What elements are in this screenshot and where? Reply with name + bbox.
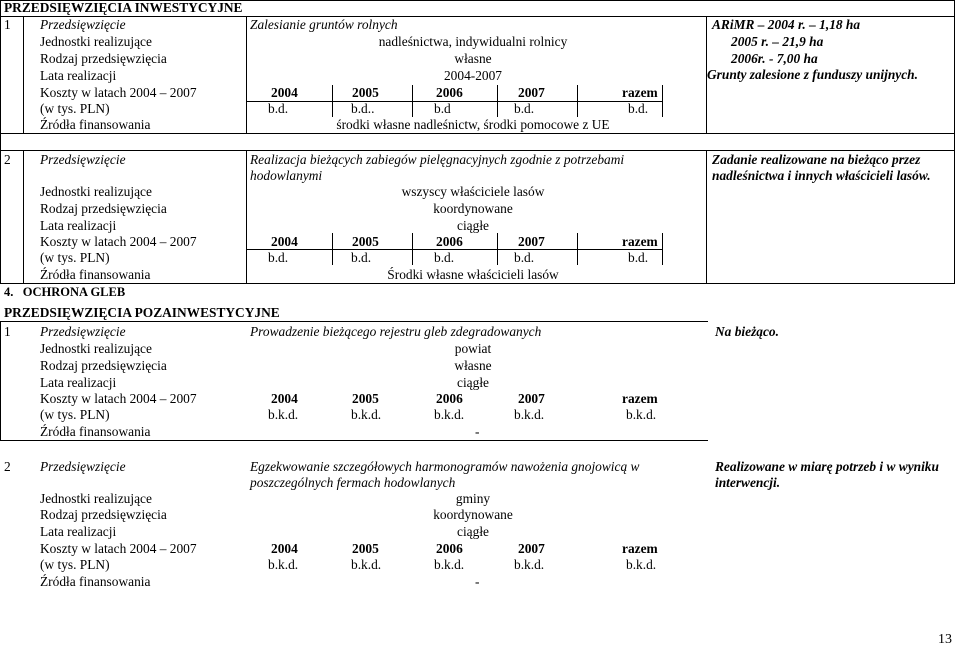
label-lata: Lata realizacji — [40, 68, 117, 83]
section-header-noninvestment: PRZEDSIĘWZIĘCIA POZAINWESTYCYJNE — [4, 305, 280, 320]
value-zrodla: - — [475, 424, 480, 439]
label-lata: Lata realizacji — [40, 524, 117, 539]
chapter-number: 4. — [4, 285, 14, 299]
year-cell: 2004 — [271, 85, 298, 100]
cost-cell: b.k.d. — [626, 557, 657, 572]
label-zrodla: Źródła finansowania — [40, 117, 151, 132]
label-przedsiewziecie: Przedsięwzięcie — [40, 459, 126, 474]
value-rodzaj: koordynowane — [433, 507, 513, 522]
label-lata: Lata realizacji — [40, 218, 117, 233]
label-jednostki: Jednostki realizujące — [40, 34, 152, 49]
project-title-line1: Realizacja bieżących zabiegów pielęgnacyjnych zgodnie z potrzebami — [250, 152, 625, 167]
label-rodzaj: Rodzaj przedsięwzięcia — [40, 51, 167, 66]
value-zrodla: środki własne nadleśnictw, środki pomocowe z UE — [336, 117, 610, 132]
cost-cell: b.k.d. — [351, 407, 382, 422]
value-rodzaj: własne — [454, 358, 492, 373]
label-tys-pln: (w tys. PLN) — [40, 407, 110, 422]
value-lata: ciągłe — [457, 524, 489, 539]
value-lata: 2004-2007 — [443, 68, 503, 83]
label-tys-pln: (w tys. PLN) — [40, 557, 110, 572]
label-lata: Lata realizacji — [40, 375, 117, 390]
cost-cell: b.d. — [268, 250, 289, 265]
label-koszty: Koszty w latach 2004 – 2007 — [40, 391, 197, 406]
cost-cell: b.k.d. — [514, 407, 545, 422]
project-title-line1: Egzekwowanie szczegółowych harmonogramów nawożenia gnojowicą w — [250, 459, 640, 474]
project-title: Prowadzenie bieżącego rejestru gleb zdegradowanych — [250, 324, 542, 339]
note-line: ARiMR – 2004 r. – 1,18 ha — [712, 17, 861, 32]
year-cell: 2006 — [436, 391, 463, 406]
year-cell: razem — [622, 234, 658, 249]
chapter-title: OCHRONA GLEB — [22, 285, 126, 299]
label-tys-pln: (w tys. PLN) — [40, 250, 110, 265]
year-cell: 2006 — [436, 85, 463, 100]
value-zrodla: Środki własne właścicieli lasów — [387, 267, 559, 282]
left-rule — [0, 321, 1, 440]
year-cell: 2007 — [518, 85, 545, 100]
cost-cell: b.d — [434, 101, 451, 116]
value-zrodla: - — [475, 574, 480, 589]
year-cell: 2005 — [352, 85, 379, 100]
project-number: 2 — [4, 459, 11, 474]
value-jednostki: powiat — [454, 341, 492, 356]
cost-cell: b.d. — [434, 250, 455, 265]
cost-cell: b.k.d. — [268, 557, 299, 572]
year-cell: razem — [622, 85, 658, 100]
note-line: Realizowane w miarę potrzeb i w wyniku — [715, 459, 939, 474]
note-line: Na bieżąco. — [715, 324, 779, 339]
label-jednostki: Jednostki realizujące — [40, 184, 152, 199]
project-number: 1 — [4, 17, 11, 32]
section-header-investment: PRZEDSIĘWZIĘCIA INWESTYCYJNE — [4, 0, 243, 15]
label-przedsiewziecie: Przedsięwzięcie — [40, 324, 126, 339]
label-zrodla: Źródła finansowania — [40, 267, 151, 282]
year-cell: 2006 — [436, 541, 463, 556]
project-title-line2: poszczególnych fermach hodowlanych — [250, 475, 456, 490]
label-jednostki: Jednostki realizujące — [40, 341, 152, 356]
header-rule — [0, 321, 708, 322]
value-jednostki: nadleśnictwa, indywidualni rolnicy — [378, 34, 568, 49]
year-cell: razem — [622, 541, 658, 556]
cost-cell: b.d. — [268, 101, 289, 116]
label-przedsiewziecie: Przedsięwzięcie — [40, 17, 126, 32]
label-jednostki: Jednostki realizujące — [40, 491, 152, 506]
year-cell: 2007 — [518, 541, 545, 556]
cost-cell: b.k.d. — [626, 407, 657, 422]
year-cell: 2004 — [271, 541, 298, 556]
cost-cell: b.d.. — [351, 101, 375, 116]
project-number: 1 — [4, 324, 11, 339]
cost-cell: b.d. — [628, 250, 649, 265]
project-title-line2: hodowlanymi — [250, 168, 323, 183]
year-cell: 2004 — [271, 391, 298, 406]
value-jednostki: gminy — [455, 491, 491, 506]
year-cell: 2005 — [352, 234, 379, 249]
page-number: 13 — [938, 632, 952, 647]
note-line: nadleśnictwa i innych właścicieli lasów. — [712, 168, 931, 183]
chapter-heading — [4, 284, 125, 300]
year-cell: razem — [622, 391, 658, 406]
value-lata: ciągłe — [457, 218, 489, 233]
year-cell: 2005 — [352, 541, 379, 556]
project-number: 2 — [4, 152, 11, 167]
label-koszty: Koszty w latach 2004 – 2007 — [40, 85, 197, 100]
project-title: Zalesianie gruntów rolnych — [250, 17, 398, 32]
cost-cell: b.k.d. — [514, 557, 545, 572]
label-koszty: Koszty w latach 2004 – 2007 — [40, 234, 197, 249]
cost-cell: b.k.d. — [268, 407, 299, 422]
cost-cell: b.k.d. — [351, 557, 382, 572]
label-rodzaj: Rodzaj przedsięwzięcia — [40, 358, 167, 373]
note-line: 2005 r. – 21,9 ha — [731, 34, 824, 49]
value-rodzaj: koordynowane — [433, 201, 513, 216]
year-cell: 2005 — [352, 391, 379, 406]
note-line: 2006r. - 7,00 ha — [731, 51, 818, 66]
note-line: Grunty zalesione z funduszy unijnych. — [707, 67, 918, 82]
label-tys-pln: (w tys. PLN) — [40, 101, 110, 116]
cost-cell: b.d. — [514, 250, 535, 265]
label-zrodla: Źródła finansowania — [40, 574, 151, 589]
value-rodzaj: własne — [454, 51, 492, 66]
cost-cell: b.d. — [351, 250, 372, 265]
note-line: interwencji. — [715, 475, 781, 490]
cost-cell: b.k.d. — [434, 557, 465, 572]
label-rodzaj: Rodzaj przedsięwzięcia — [40, 201, 167, 216]
note-line: Zadanie realizowane na bieżąco przez — [712, 152, 921, 167]
value-lata: ciągłe — [457, 375, 489, 390]
label-koszty: Koszty w latach 2004 – 2007 — [40, 541, 197, 556]
cost-cell: b.d. — [628, 101, 649, 116]
cost-cell: b.k.d. — [434, 407, 465, 422]
label-przedsiewziecie: Przedsięwzięcie — [40, 152, 126, 167]
label-rodzaj: Rodzaj przedsięwzięcia — [40, 507, 167, 522]
label-zrodla: Źródła finansowania — [40, 424, 151, 439]
cost-cell: b.d. — [514, 101, 535, 116]
year-cell: 2004 — [271, 234, 298, 249]
year-cell: 2007 — [518, 391, 545, 406]
year-cell: 2006 — [436, 234, 463, 249]
separator-rule — [0, 440, 708, 441]
year-cell: 2007 — [518, 234, 545, 249]
value-jednostki: wszyscy właściciele lasów — [401, 184, 545, 199]
